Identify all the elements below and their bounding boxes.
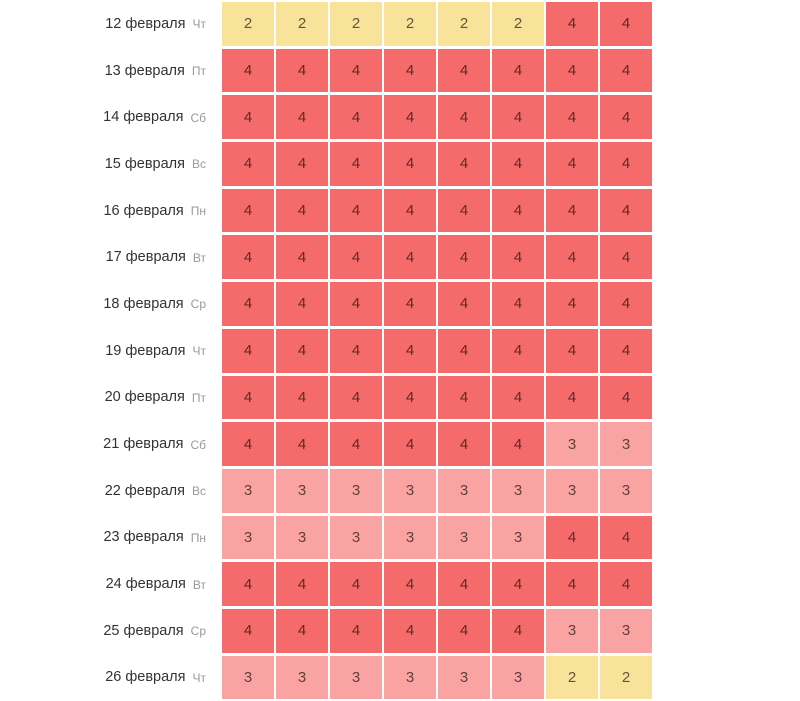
availability-cell[interactable]: 4 [492,235,544,279]
availability-cell[interactable]: 4 [276,376,328,420]
availability-cell[interactable]: 4 [222,329,274,373]
row-label [0,562,222,606]
availability-cell[interactable]: 4 [492,49,544,93]
availability-cell[interactable]: 4 [492,562,544,606]
row-label [0,49,222,93]
availability-cell[interactable]: 4 [492,282,544,326]
row-date-label: 15 февраля [104,155,185,172]
availability-cell[interactable]: 4 [492,142,544,186]
availability-cell[interactable]: 3 [492,516,544,560]
availability-cell[interactable]: 3 [222,656,274,700]
row-day-label: Пн [190,530,206,545]
row-label [0,142,222,186]
availability-cell[interactable]: 4 [222,422,274,466]
availability-cell[interactable]: 4 [546,329,598,373]
availability-cell[interactable]: 4 [600,142,652,186]
availability-cell[interactable]: 2 [600,656,652,700]
availability-cell[interactable]: 4 [276,562,328,606]
availability-cell[interactable]: 4 [600,329,652,373]
availability-cell[interactable]: 3 [330,516,382,560]
row-cells [222,609,652,653]
row-cells [222,49,652,93]
availability-cell[interactable]: 3 [330,656,382,700]
availability-cell[interactable]: 2 [276,2,328,46]
availability-cell[interactable]: 4 [330,376,382,420]
availability-cell[interactable]: 4 [276,95,328,139]
availability-cell[interactable]: 4 [330,95,382,139]
availability-cell[interactable]: 4 [330,189,382,233]
availability-cell[interactable]: 4 [222,282,274,326]
availability-cell[interactable]: 4 [276,49,328,93]
availability-cell[interactable]: 4 [276,189,328,233]
table-row [0,562,652,606]
row-date-label: 24 февраля [105,576,186,593]
row-day-label: Пт [191,64,206,79]
row-label [0,376,222,420]
availability-cell[interactable]: 4 [546,2,598,46]
row-cells [222,189,652,233]
availability-cell[interactable]: 4 [600,2,652,46]
row-day-label: Чт [192,17,206,32]
availability-cell[interactable]: 4 [546,235,598,279]
table-row [0,189,652,233]
table-row [0,95,652,139]
availability-cell[interactable]: 3 [492,469,544,513]
availability-cell[interactable]: 3 [276,656,328,700]
availability-cell[interactable]: 4 [438,49,490,93]
availability-cell[interactable]: 4 [276,282,328,326]
availability-cell[interactable]: 4 [492,609,544,653]
row-day-label: Ср [190,624,206,639]
availability-cell[interactable]: 4 [492,189,544,233]
row-cells [222,142,652,186]
availability-cell[interactable]: 4 [438,562,490,606]
row-label [0,656,222,700]
row-day-label: Чт [192,344,206,359]
row-date-label: 19 февраля [105,342,186,359]
availability-table [0,2,652,701]
row-date-label: 16 февраля [103,202,184,219]
table-row [0,656,652,700]
row-date-label: 20 февраля [104,389,185,406]
row-label [0,469,222,513]
row-cells [222,422,652,466]
availability-cell[interactable]: 4 [330,282,382,326]
availability-cell[interactable]: 4 [600,376,652,420]
availability-cell[interactable]: 3 [546,609,598,653]
availability-cell[interactable]: 3 [546,469,598,513]
availability-cell[interactable]: 4 [384,422,436,466]
row-date-label: 14 февраля [103,109,184,126]
availability-cell[interactable]: 3 [330,469,382,513]
availability-cell[interactable]: 4 [330,329,382,373]
availability-cell[interactable]: 4 [600,562,652,606]
availability-cell[interactable]: 3 [384,516,436,560]
availability-cell[interactable]: 4 [492,422,544,466]
availability-cell[interactable]: 3 [600,469,652,513]
availability-cell[interactable]: 4 [276,235,328,279]
availability-cell[interactable]: 4 [492,376,544,420]
table-row [0,422,652,466]
row-date-label: 18 февраля [103,295,184,312]
availability-cell[interactable]: 3 [438,469,490,513]
availability-cell[interactable]: 2 [438,2,490,46]
availability-cell[interactable]: 3 [384,656,436,700]
availability-cell[interactable]: 4 [222,562,274,606]
row-cells [222,562,652,606]
row-day-label: Сб [190,437,206,452]
table-row [0,376,652,420]
availability-cell[interactable]: 4 [384,189,436,233]
row-label [0,609,222,653]
row-label [0,422,222,466]
table-row [0,329,652,373]
availability-cell[interactable]: 3 [222,516,274,560]
availability-cell[interactable]: 2 [492,2,544,46]
availability-cell[interactable]: 4 [438,282,490,326]
availability-cell[interactable]: 4 [438,142,490,186]
availability-cell[interactable]: 4 [546,142,598,186]
row-date-label: 12 февраля [105,15,186,32]
row-day-label: Чт [192,670,206,685]
row-day-label: Пн [190,204,206,219]
availability-cell[interactable]: 3 [438,516,490,560]
row-cells [222,329,652,373]
availability-cell[interactable]: 4 [276,609,328,653]
availability-cell[interactable]: 4 [222,376,274,420]
row-cells [222,376,652,420]
row-label [0,189,222,233]
availability-cell[interactable]: 4 [600,95,652,139]
availability-cell[interactable]: 4 [546,49,598,93]
availability-cell[interactable]: 4 [384,282,436,326]
availability-cell[interactable]: 4 [600,235,652,279]
row-cells [222,2,652,46]
availability-cell[interactable]: 4 [384,49,436,93]
table-row [0,142,652,186]
row-cells [222,656,652,700]
availability-cell[interactable]: 4 [384,376,436,420]
table-row [0,49,652,93]
availability-cell[interactable]: 3 [276,516,328,560]
availability-cell[interactable]: 4 [330,562,382,606]
row-day-label: Сб [190,110,206,125]
availability-cell[interactable]: 4 [276,142,328,186]
availability-cell[interactable]: 4 [330,422,382,466]
table-row [0,469,652,513]
availability-cell[interactable]: 4 [384,562,436,606]
row-label [0,2,222,46]
availability-cell[interactable]: 4 [330,235,382,279]
availability-cell[interactable]: 3 [276,469,328,513]
availability-cell[interactable]: 4 [222,142,274,186]
availability-cell[interactable]: 4 [438,609,490,653]
availability-cell[interactable]: 4 [384,95,436,139]
availability-cell[interactable]: 4 [384,142,436,186]
row-cells [222,95,652,139]
availability-cell[interactable]: 4 [546,516,598,560]
availability-cell[interactable]: 4 [492,329,544,373]
row-label [0,329,222,373]
availability-cell[interactable]: 4 [600,189,652,233]
availability-cell[interactable]: 4 [600,282,652,326]
row-day-label: Ср [190,297,206,312]
row-day-label: Вс [191,157,206,172]
availability-cell[interactable]: 4 [330,609,382,653]
row-day-label: Пт [191,390,206,405]
availability-cell[interactable]: 4 [222,189,274,233]
row-day-label: Вт [192,250,206,265]
availability-cell[interactable]: 4 [546,95,598,139]
row-date-label: 13 февраля [104,62,185,79]
availability-cell[interactable]: 4 [438,189,490,233]
row-day-label: Вт [192,577,206,592]
row-date-label: 25 февраля [103,622,184,639]
availability-cell[interactable]: 4 [546,376,598,420]
availability-cell[interactable]: 4 [276,329,328,373]
availability-cell[interactable]: 3 [546,422,598,466]
row-label [0,516,222,560]
table-row [0,2,652,46]
availability-cell[interactable]: 4 [438,376,490,420]
row-cells [222,469,652,513]
availability-cell[interactable]: 4 [600,49,652,93]
availability-cell[interactable]: 4 [384,235,436,279]
availability-cell[interactable]: 4 [330,142,382,186]
availability-cell[interactable]: 2 [222,2,274,46]
availability-cell[interactable]: 2 [384,2,436,46]
availability-cell[interactable]: 2 [330,2,382,46]
table-row [0,609,652,653]
availability-cell[interactable]: 4 [222,49,274,93]
row-day-label: Вс [191,484,206,499]
availability-cell[interactable]: 4 [438,422,490,466]
row-date-label: 17 февраля [105,249,186,266]
row-date-label: 21 февраля [103,436,184,453]
availability-cell[interactable]: 3 [492,656,544,700]
row-cells [222,235,652,279]
availability-cell[interactable]: 4 [438,329,490,373]
availability-cell[interactable]: 3 [384,469,436,513]
availability-cell[interactable]: 4 [600,516,652,560]
availability-cell[interactable]: 4 [546,282,598,326]
row-cells [222,282,652,326]
table-row [0,282,652,326]
availability-cell[interactable]: 3 [600,609,652,653]
availability-cell[interactable]: 4 [330,49,382,93]
availability-cell[interactable]: 2 [546,656,598,700]
row-cells [222,516,652,560]
availability-cell[interactable]: 4 [546,189,598,233]
availability-cell[interactable]: 4 [384,609,436,653]
availability-cell[interactable]: 3 [438,656,490,700]
availability-cell[interactable]: 4 [276,422,328,466]
row-date-label: 23 февраля [103,529,184,546]
table-row [0,516,652,560]
row-date-label: 22 февраля [104,482,185,499]
row-date-label: 26 февраля [105,669,186,686]
row-label [0,235,222,279]
availability-cell[interactable]: 4 [492,95,544,139]
availability-cell[interactable]: 4 [438,95,490,139]
table-row [0,235,652,279]
availability-cell[interactable]: 4 [546,562,598,606]
row-label [0,95,222,139]
availability-cell[interactable]: 4 [438,235,490,279]
availability-cell[interactable]: 3 [222,469,274,513]
availability-cell[interactable]: 3 [600,422,652,466]
availability-cell[interactable]: 4 [384,329,436,373]
availability-cell[interactable]: 4 [222,235,274,279]
availability-cell[interactable]: 4 [222,95,274,139]
availability-cell[interactable]: 4 [222,609,274,653]
row-label [0,282,222,326]
